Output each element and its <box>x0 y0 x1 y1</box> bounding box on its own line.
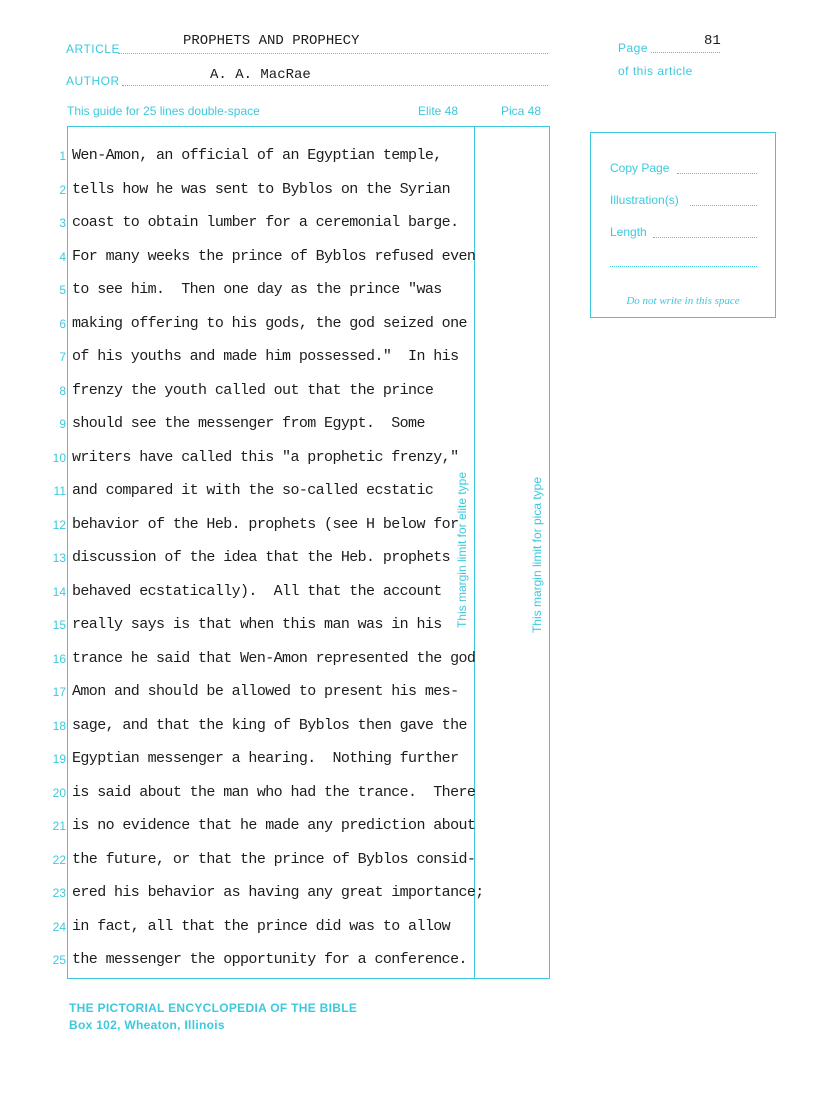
line-number: 9 <box>59 417 66 431</box>
typed-line: the messenger the opportunity for a conference. <box>72 951 467 968</box>
typed-line: to see him. Then one day as the prince "was <box>72 281 442 298</box>
illustrations-dotline <box>690 205 757 206</box>
typed-line: is said about the man who had the trance. There <box>72 783 476 801</box>
author-name: A. A. MacRae <box>210 67 311 83</box>
line-number: 18 <box>52 718 66 733</box>
line-number: 11 <box>53 484 66 498</box>
line-number: 10 <box>52 450 66 465</box>
page-label: Page <box>618 41 649 55</box>
line-number: 8 <box>59 383 66 398</box>
editor-box <box>590 132 776 318</box>
illustrations-label: Illustration(s) <box>610 193 679 207</box>
page-sub-label: of this article <box>618 64 693 78</box>
page-number: 81 <box>704 33 721 49</box>
typed-line: trance he said that Wen-Amon represented the god <box>72 649 476 667</box>
publisher-name: THE PICTORIAL ENCYCLOPEDIA OF THE BIBLE <box>69 1001 358 1015</box>
length-dotline <box>653 237 757 238</box>
line-number: 20 <box>52 785 66 800</box>
copy-page-dotline <box>677 173 757 174</box>
line-number: 2 <box>59 182 66 197</box>
line-number: 4 <box>59 249 66 264</box>
publisher-address: Box 102, Wheaton, Illinois <box>69 1018 225 1032</box>
line-number: 15 <box>52 618 66 632</box>
line-number: 16 <box>52 651 66 666</box>
typed-line: writers have called this "a prophetic frenzy," <box>72 448 459 466</box>
article-dotline <box>118 53 548 54</box>
typed-line: behavior of the Heb. prophets (see H below for <box>72 515 459 533</box>
line-number: 22 <box>52 852 66 867</box>
typed-line: of his youths and made him possessed." In his <box>72 348 459 365</box>
line-number: 13 <box>52 551 66 565</box>
line-number: 19 <box>52 752 66 766</box>
typed-line: tells how he was sent to Byblos on the Syrian <box>72 180 451 198</box>
typed-line: is no evidence that he made any prediction about <box>72 817 476 834</box>
elite-margin-label: This margin limit for elite type <box>455 471 469 629</box>
author-dotline <box>122 85 548 86</box>
typed-line: the future, or that the prince of Byblos consid- <box>72 850 476 868</box>
typed-line: frenzy the youth called out that the prince <box>72 381 434 399</box>
typed-line: in fact, all that the prince did was to allow <box>72 917 451 935</box>
typed-line: Amon and should be allowed to present his mes- <box>72 683 459 700</box>
typed-line: Wen-Amon, an official of an Egyptian temple, <box>72 147 442 164</box>
line-number: 24 <box>52 919 66 934</box>
typed-line: ered his behavior as having any great importance; <box>72 884 484 901</box>
line-number: 25 <box>52 953 66 967</box>
guide-elite: Elite 48 <box>418 104 459 118</box>
blank-dotline <box>610 266 757 267</box>
line-number: 1 <box>59 149 66 163</box>
typed-line: Egyptian messenger a hearing. Nothing further <box>72 750 459 767</box>
pica-margin-label: This margin limit for pica type <box>530 476 544 634</box>
typed-line: making offering to his gods, the god seized one <box>72 314 467 332</box>
typed-line: For many weeks the prince of Byblos refused even <box>72 247 476 265</box>
article-label: ARTICLE <box>66 42 120 56</box>
typed-line: discussion of the idea that the Heb. prophets <box>72 549 451 566</box>
typed-line: really says is that when this man was in his <box>72 616 442 633</box>
copy-page-label: Copy Page <box>610 161 670 175</box>
line-number: 7 <box>59 350 66 364</box>
typed-line: behaved ecstatically). All that the account <box>72 582 442 600</box>
line-number: 6 <box>59 316 66 331</box>
typed-line: coast to obtain lumber for a ceremonial barge. <box>72 214 459 231</box>
guide-pica: Pica 48 <box>501 104 542 118</box>
line-number: 17 <box>52 685 66 699</box>
line-number: 21 <box>52 819 66 833</box>
typed-line: and compared it with the so-called ecstatic <box>72 482 434 499</box>
article-title: PROPHETS AND PROPHECY <box>183 33 360 49</box>
line-number: 23 <box>52 886 66 900</box>
do-not-write-note: Do not write in this space <box>626 295 740 307</box>
author-label: AUTHOR <box>66 74 120 88</box>
page-dotline <box>651 52 720 53</box>
typed-line: sage, and that the king of Byblos then gave the <box>72 716 467 734</box>
line-number: 12 <box>52 517 66 532</box>
line-number: 14 <box>52 584 66 599</box>
typed-line: should see the messenger from Egypt. Some <box>72 415 425 432</box>
line-number: 3 <box>59 216 66 230</box>
guide-description: This guide for 25 lines double-space <box>67 104 260 118</box>
line-number: 5 <box>59 283 66 297</box>
length-label: Length <box>610 225 647 239</box>
